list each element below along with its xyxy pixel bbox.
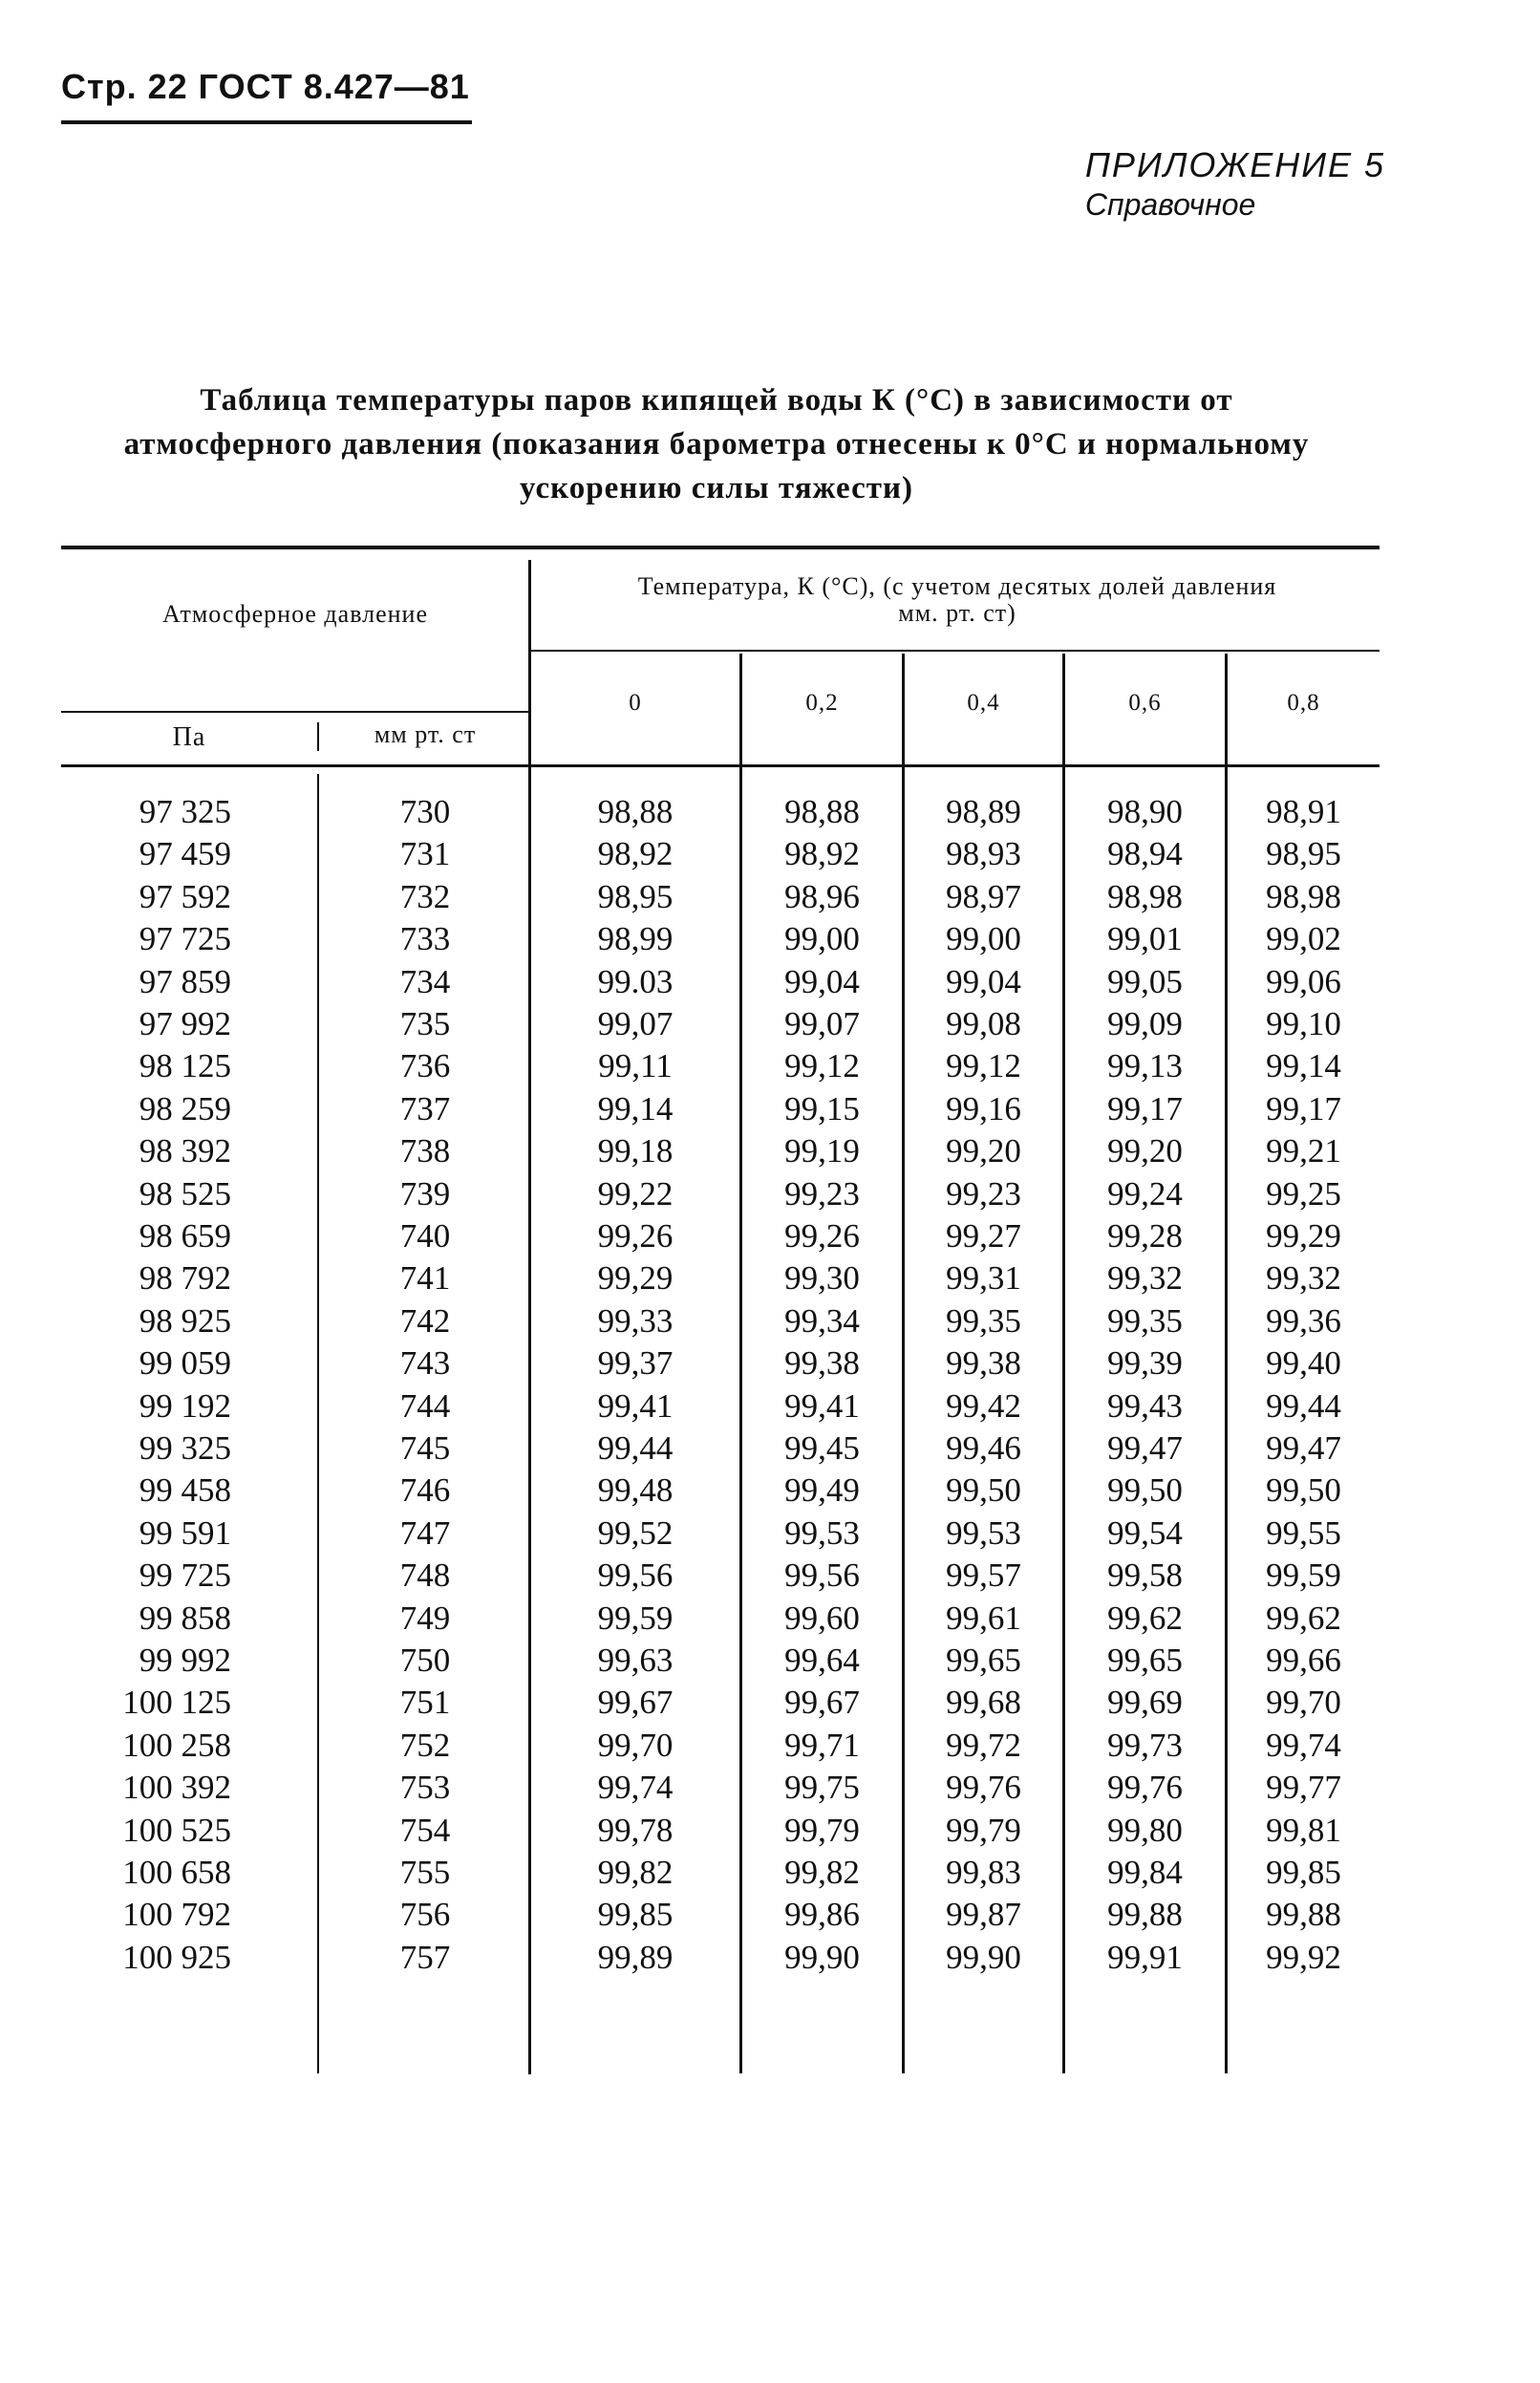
header-rule xyxy=(61,120,472,124)
pressure-mmhg-cell: 748 xyxy=(399,1556,451,1594)
temperature-cell: 99,67 xyxy=(784,1684,860,1721)
temperature-cell: 99,10 xyxy=(1266,1005,1341,1042)
pressure-mmhg-cell: 730 xyxy=(399,793,451,830)
temperature-cell: 99,76 xyxy=(1107,1769,1183,1806)
temperature-cell: 98,96 xyxy=(784,878,860,915)
pressure-mmhg-cell: 743 xyxy=(399,1344,451,1382)
temperature-cell: 99,79 xyxy=(784,1812,860,1849)
pressure-mmhg-cell: 747 xyxy=(399,1514,451,1552)
temperature-cell: 99,60 xyxy=(784,1599,860,1637)
temperature-cell: 99,29 xyxy=(597,1259,674,1297)
temperature-cell: 99,87 xyxy=(946,1896,1021,1933)
temperature-cell: 99,16 xyxy=(946,1090,1021,1127)
temperature-cell: 99,49 xyxy=(784,1471,860,1509)
temperature-cell: 99,70 xyxy=(597,1727,674,1764)
pressure-pa-cell: 100 125 xyxy=(122,1684,231,1721)
temperature-cell: 99,07 xyxy=(784,1005,860,1042)
temperature-cell: 99,20 xyxy=(1107,1132,1183,1170)
temperature-cell: 99,00 xyxy=(946,920,1021,957)
temperature-cell: 99,83 xyxy=(946,1854,1021,1891)
temperature-cell: 99,44 xyxy=(1266,1387,1341,1425)
temperature-cell: 99,38 xyxy=(784,1344,860,1382)
temperature-cell: 99,90 xyxy=(946,1939,1021,1976)
temperature-cell: 99,85 xyxy=(597,1896,674,1933)
temperature-cell: 99,44 xyxy=(597,1429,674,1467)
temperature-cell: 99,04 xyxy=(946,963,1021,1000)
temperature-cell: 98,90 xyxy=(1107,793,1183,830)
table-title-line-3: ускорению силы тяжести) xyxy=(520,471,913,505)
pressure-mmhg-cell: 739 xyxy=(399,1175,451,1213)
pressure-mmhg-cell: 734 xyxy=(399,963,451,1000)
unit-divider xyxy=(317,722,319,751)
temperature-cell: 99,37 xyxy=(597,1344,674,1382)
temperature-cell: 98,92 xyxy=(784,835,860,872)
temperature-cell: 99,69 xyxy=(1107,1684,1183,1721)
temperature-cell: 99,58 xyxy=(1107,1556,1183,1594)
temperature-cell: 99,17 xyxy=(1266,1090,1341,1127)
temperature-cell: 99,54 xyxy=(1107,1514,1183,1552)
units-header-rule xyxy=(61,711,529,713)
pressure-pa-cell: 97 459 xyxy=(139,835,231,872)
appendix-subtitle: Справочное xyxy=(1084,187,1256,222)
temperature-cell: 99,79 xyxy=(946,1812,1021,1849)
temperature-cell: 99,00 xyxy=(784,920,860,957)
pressure-mmhg-cell: 738 xyxy=(399,1132,451,1170)
temperature-cell: 99,28 xyxy=(1107,1217,1183,1255)
temperature-cell: 99,88 xyxy=(1107,1896,1183,1933)
temperature-cell: 99,17 xyxy=(1107,1090,1183,1127)
pressure-mmhg-cell: 744 xyxy=(399,1387,451,1425)
temperature-cell: 99,66 xyxy=(1266,1642,1341,1679)
pressure-mmhg-cell: 752 xyxy=(399,1727,451,1764)
temperature-cell: 99,46 xyxy=(946,1429,1021,1467)
temperature-cell: 99,71 xyxy=(784,1727,860,1764)
pressure-mmhg-cell: 751 xyxy=(399,1684,451,1721)
temperature-cell: 99,32 xyxy=(1266,1259,1341,1297)
temperature-cell: 99,61 xyxy=(946,1599,1021,1637)
temperature-cell: 99,82 xyxy=(784,1854,860,1891)
pressure-pa-cell: 99 325 xyxy=(139,1429,231,1467)
temperature-cell: 99,34 xyxy=(784,1302,860,1340)
temperature-cell: 98,92 xyxy=(597,835,674,872)
temperature-cell: 99,31 xyxy=(946,1259,1021,1297)
temperature-cell: 99,62 xyxy=(1266,1599,1341,1637)
temperature-cell: 99,23 xyxy=(946,1175,1021,1213)
pressure-pa-cell: 100 658 xyxy=(122,1854,231,1891)
temperature-cell: 99,19 xyxy=(784,1132,860,1170)
temperature-cell: 99,40 xyxy=(1266,1344,1341,1382)
pressure-pa-cell: 99 591 xyxy=(139,1514,231,1552)
pressure-mmhg-cell: 749 xyxy=(399,1599,451,1637)
temperature-cell: 99,65 xyxy=(946,1642,1021,1679)
temperature-cell: 99,70 xyxy=(1266,1684,1341,1721)
temperature-cell: 99,27 xyxy=(946,1217,1021,1255)
temperature-cell: 99,88 xyxy=(1266,1896,1341,1933)
temperature-cell: 99,50 xyxy=(946,1471,1021,1509)
temperature-cell: 98,91 xyxy=(1266,793,1341,830)
temperature-cell: 99,33 xyxy=(597,1302,674,1340)
temperature-cell: 99,42 xyxy=(946,1387,1021,1425)
temperature-cell: 99,50 xyxy=(1266,1471,1341,1509)
temperature-cell: 99,08 xyxy=(946,1005,1021,1042)
temperature-cell: 98,88 xyxy=(597,793,674,830)
pressure-pa-cell: 97 725 xyxy=(139,920,231,957)
pressure-header: Атмосферное давление xyxy=(161,600,429,628)
table-title-line-1: Таблица температуры паров кипящей воды К (°С) в зависимости от xyxy=(200,383,1233,418)
table-top-rule xyxy=(61,546,1380,549)
header-bottom-rule xyxy=(61,764,1380,767)
unit-pa-header: Па xyxy=(172,722,206,752)
temperature-cell: 99,39 xyxy=(1107,1344,1183,1382)
temperature-cell: 98,99 xyxy=(597,920,674,957)
temperature-cell: 99,14 xyxy=(597,1090,674,1127)
appendix-label xyxy=(1085,145,1385,223)
temperature-cell: 99,76 xyxy=(946,1769,1021,1806)
pressure-pa-cell: 100 258 xyxy=(122,1727,231,1764)
temperature-cell: 98,88 xyxy=(784,793,860,830)
temperature-cell: 99,29 xyxy=(1266,1217,1341,1255)
fraction-header-0: 0 xyxy=(629,690,642,716)
temperature-cell: 99,32 xyxy=(1107,1259,1183,1297)
temperature-cell: 99,85 xyxy=(1266,1854,1341,1891)
temperature-cell: 99,47 xyxy=(1266,1429,1341,1467)
pressure-pa-cell: 99 458 xyxy=(139,1471,231,1509)
pressure-mmhg-cell: 753 xyxy=(399,1769,451,1806)
pressure-pa-cell: 99 725 xyxy=(139,1556,231,1594)
pressure-mmhg-cell: 732 xyxy=(399,878,451,915)
temperature-cell: 98,93 xyxy=(946,835,1021,872)
temperature-cell: 99,57 xyxy=(946,1556,1021,1594)
pressure-pa-cell: 98 259 xyxy=(139,1090,231,1127)
temperature-cell: 99,86 xyxy=(784,1896,860,1933)
temperature-cell: 99,90 xyxy=(784,1939,860,1976)
temperature-cell: 99,63 xyxy=(597,1642,674,1679)
temperature-cell: 99,09 xyxy=(1107,1005,1183,1042)
temperature-cell: 99,53 xyxy=(784,1514,860,1552)
temperature-cell: 99,64 xyxy=(784,1642,860,1679)
temperature-cell: 99,36 xyxy=(1266,1302,1341,1340)
unit-divider-body xyxy=(317,774,319,2073)
pressure-pa-cell: 99 858 xyxy=(139,1599,231,1637)
pressure-pa-cell: 100 925 xyxy=(122,1939,231,1976)
pressure-pa-cell: 100 392 xyxy=(122,1769,231,1806)
temperature-cell: 99,89 xyxy=(597,1939,674,1976)
temperature-cell: 99,41 xyxy=(784,1387,860,1425)
temperature-cell: 99,55 xyxy=(1266,1514,1341,1552)
temperature-header-line-2: мм. рт. ст) xyxy=(898,599,1016,627)
temperature-cell: 98,89 xyxy=(946,793,1021,830)
pressure-pa-cell: 98 392 xyxy=(139,1132,231,1170)
temperature-cell: 99,11 xyxy=(598,1047,673,1084)
temperature-cell: 99,21 xyxy=(1266,1132,1341,1170)
temperature-header xyxy=(535,573,1380,627)
temperature-cell: 99,30 xyxy=(784,1259,860,1297)
temperature-cell: 99,82 xyxy=(597,1854,674,1891)
temperature-cell: 99,74 xyxy=(1266,1727,1341,1764)
temperature-cell: 99,20 xyxy=(946,1132,1021,1170)
fraction-header-2: 0,4 xyxy=(967,690,1000,716)
fraction-header-rule xyxy=(531,650,1380,652)
temperature-cell: 98,95 xyxy=(1266,835,1341,872)
pressure-pa-cell: 98 925 xyxy=(139,1302,231,1340)
pressure-mmhg-cell: 741 xyxy=(399,1259,451,1297)
temperature-cell: 98,95 xyxy=(597,878,674,915)
temperature-cell: 99,35 xyxy=(1107,1302,1183,1340)
temperature-cell: 99,04 xyxy=(784,963,860,1000)
temperature-cell: 99,24 xyxy=(1107,1175,1183,1213)
pressure-mmhg-cell: 754 xyxy=(399,1812,451,1849)
temperature-cell: 99,65 xyxy=(1107,1642,1183,1679)
temperature-cell: 99,01 xyxy=(1107,920,1183,957)
temperature-cell: 99,15 xyxy=(784,1090,860,1127)
temperature-cell: 99,45 xyxy=(784,1429,860,1467)
temperature-cell: 99,62 xyxy=(1107,1599,1183,1637)
appendix-title: ПРИЛОЖЕНИЕ 5 xyxy=(1084,145,1385,184)
pressure-mmhg-cell: 733 xyxy=(399,920,451,957)
pressure-mmhg-cell: 750 xyxy=(399,1642,451,1679)
pressure-pa-cell: 97 992 xyxy=(139,1005,231,1042)
temperature-cell: 99,56 xyxy=(784,1556,860,1594)
temperature-cell: 99,47 xyxy=(1107,1429,1183,1467)
temperature-cell: 99,22 xyxy=(597,1175,674,1213)
temperature-header-line-1: Температура, К (°С), (с учетом десятых долей давления xyxy=(637,572,1277,600)
temperature-cell: 99,06 xyxy=(1266,963,1341,1000)
pressure-mmhg-cell: 745 xyxy=(399,1429,451,1467)
pressure-mmhg-cell: 731 xyxy=(399,835,451,872)
unit-mmhg-header: мм рт. ст xyxy=(374,720,477,748)
temperature-cell: 98,98 xyxy=(1266,878,1341,915)
temperature-cell: 99,92 xyxy=(1266,1939,1341,1976)
temperature-cell: 99,05 xyxy=(1107,963,1183,1000)
pressure-mmhg-cell: 756 xyxy=(399,1896,451,1933)
pressure-pa-cell: 98 792 xyxy=(139,1259,231,1297)
pressure-pa-cell: 98 525 xyxy=(139,1175,231,1213)
temperature-cell: 99,07 xyxy=(597,1005,674,1042)
pressure-pa-cell: 99 192 xyxy=(139,1387,231,1425)
pressure-pa-cell: 99 992 xyxy=(139,1642,231,1679)
temperature-cell: 99,18 xyxy=(597,1132,674,1170)
temperature-cell: 99,59 xyxy=(1266,1556,1341,1594)
pressure-mmhg-cell: 740 xyxy=(399,1217,451,1255)
temperature-cell: 99,53 xyxy=(946,1514,1021,1552)
temperature-cell: 99,80 xyxy=(1107,1812,1183,1849)
page-header: Стр. 22 ГОСТ 8.427—81 xyxy=(61,67,470,106)
temperature-cell: 99,56 xyxy=(597,1556,674,1594)
temperature-cell: 99,25 xyxy=(1266,1175,1341,1213)
temperature-cell: 99,13 xyxy=(1107,1047,1183,1084)
temperature-cell: 99,68 xyxy=(946,1684,1021,1721)
temperature-cell: 98,97 xyxy=(946,878,1021,915)
temperature-cell: 99,12 xyxy=(946,1047,1021,1084)
temperature-cell: 99.03 xyxy=(597,963,674,1000)
temperature-cell: 99,75 xyxy=(784,1769,860,1806)
temperature-cell: 98,94 xyxy=(1107,835,1183,872)
fraction-header-1: 0,2 xyxy=(805,690,839,716)
fraction-header-3: 0,6 xyxy=(1128,690,1162,716)
temperature-cell: 99,81 xyxy=(1266,1812,1341,1849)
temperature-cell: 99,26 xyxy=(784,1217,860,1255)
pressure-pa-cell: 99 059 xyxy=(139,1344,231,1382)
temperature-cell: 99,38 xyxy=(946,1344,1021,1382)
temperature-cell: 99,52 xyxy=(597,1514,674,1552)
temperature-cell: 99,67 xyxy=(597,1684,674,1721)
table-title xyxy=(57,378,1376,510)
temperature-cell: 99,72 xyxy=(946,1727,1021,1764)
temperature-cell: 99,50 xyxy=(1107,1471,1183,1509)
pressure-pa-cell: 98 659 xyxy=(139,1217,231,1255)
temperature-cell: 99,84 xyxy=(1107,1854,1183,1891)
temperature-cell: 99,12 xyxy=(784,1047,860,1084)
temperature-cell: 99,14 xyxy=(1266,1047,1341,1084)
temperature-cell: 98,98 xyxy=(1107,878,1183,915)
temperature-cell: 99,73 xyxy=(1107,1727,1183,1764)
temperature-cell: 99,59 xyxy=(597,1599,674,1637)
temperature-cell: 99,02 xyxy=(1266,920,1341,957)
pressure-mmhg-cell: 746 xyxy=(399,1471,451,1509)
pressure-pa-cell: 97 859 xyxy=(139,963,231,1000)
temperature-cell: 99,77 xyxy=(1266,1769,1341,1806)
temperature-cell: 99,78 xyxy=(597,1812,674,1849)
temperature-cell: 99,74 xyxy=(597,1769,674,1806)
pressure-pa-cell: 100 792 xyxy=(122,1896,231,1933)
temperature-cell: 99,43 xyxy=(1107,1387,1183,1425)
temperature-cell: 99,35 xyxy=(946,1302,1021,1340)
temperature-cell: 99,41 xyxy=(597,1387,674,1425)
fraction-header-4: 0,8 xyxy=(1287,690,1320,716)
pressure-mmhg-cell: 742 xyxy=(399,1302,451,1340)
pressure-pa-cell: 100 525 xyxy=(122,1812,231,1849)
table-title-line-2: атмосферного давления (показания барометра отнесены к 0°С и нормальному xyxy=(123,427,1310,462)
temperature-cell: 99,23 xyxy=(784,1175,860,1213)
pressure-mmhg-cell: 737 xyxy=(399,1090,451,1127)
temperature-cell: 99,26 xyxy=(597,1217,674,1255)
pressure-pa-cell: 97 592 xyxy=(139,878,231,915)
pressure-mmhg-cell: 755 xyxy=(399,1854,451,1891)
pressure-mmhg-cell: 757 xyxy=(399,1939,451,1976)
temperature-cell: 99,91 xyxy=(1107,1939,1183,1976)
temperature-cell: 99,48 xyxy=(597,1471,674,1509)
pressure-pa-cell: 98 125 xyxy=(139,1047,231,1084)
pressure-mmhg-cell: 736 xyxy=(399,1047,451,1084)
pressure-mmhg-cell: 735 xyxy=(399,1005,451,1042)
pressure-pa-cell: 97 325 xyxy=(139,793,231,830)
